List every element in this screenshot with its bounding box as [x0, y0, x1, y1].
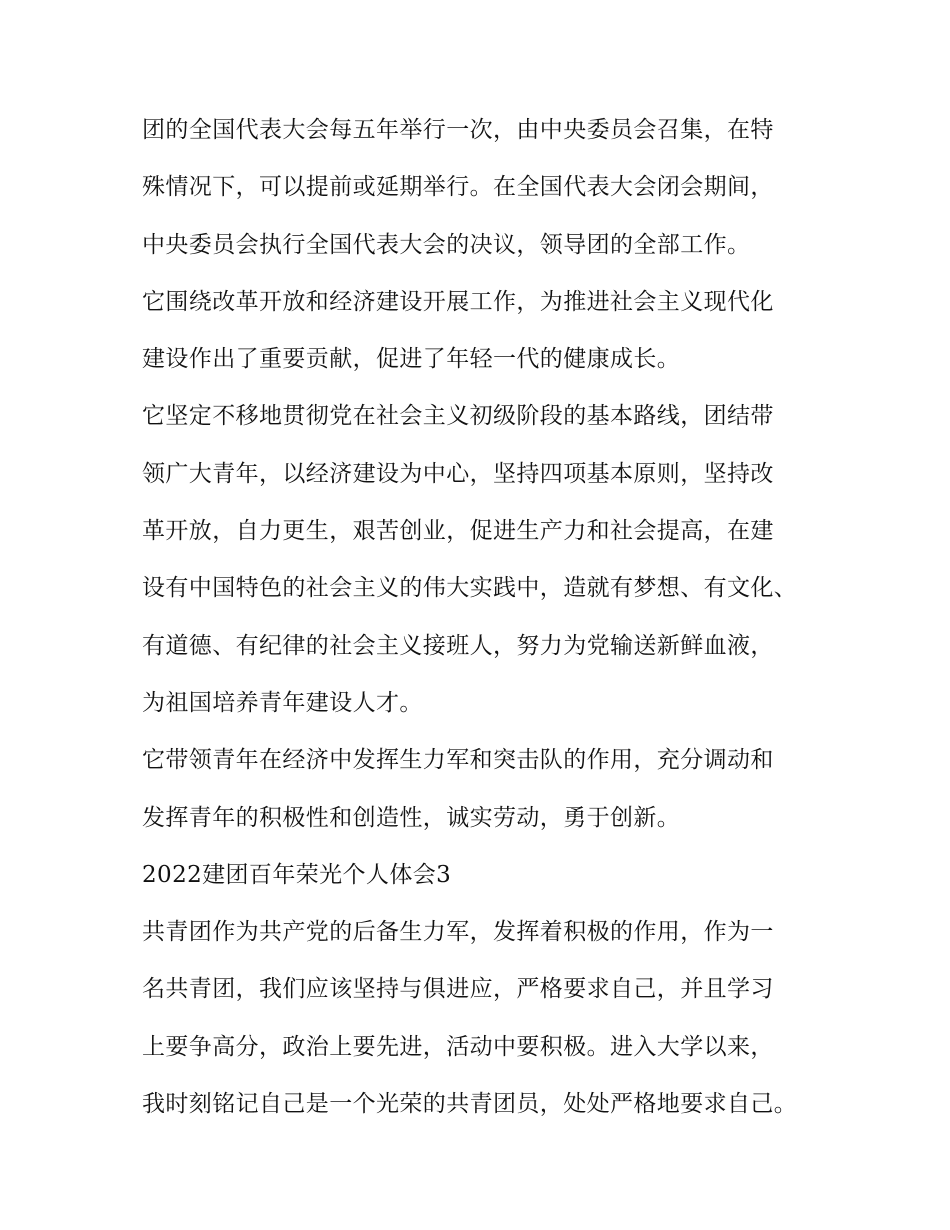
text-line: 我时刻铭记自己是一个光荣的共青团员，处处严格地要求自己。	[142, 1091, 798, 1118]
text-line: 它围绕改革开放和经济建设开展工作，为推进社会主义现代化	[142, 288, 774, 315]
text-line: 它带领青年在经济中发挥生力军和突击队的作用，充分调动和	[142, 747, 774, 774]
text-line: 设有中国特色的社会主义的伟大实践中，造就有梦想、有文化、	[142, 575, 798, 602]
text-line: 上要争高分，政治上要先进，活动中要积极。进入大学以来，	[142, 1033, 774, 1060]
document-body	[142, 108, 842, 1139]
text-line: 团的全国代表大会每五年举行一次，由中央委员会召集，在特	[142, 117, 774, 143]
text-line: 革开放，自力更生，艰苦创业，促进生产力和社会提高，在建	[142, 518, 774, 545]
text-line: 殊情况下，可以提前或延期举行。在全国代表大会闭会期间，	[142, 174, 774, 201]
text-line: 有道德、有纪律的社会主义接班人，努力为党输送新鲜血液，	[142, 632, 774, 659]
text-line: 名共青团，我们应该坚持与俱进应，严格要求自己，并且学习	[142, 976, 774, 1003]
text-line: 它坚定不移地贯彻党在社会主义初级阶段的基本路线，团结带	[142, 403, 774, 430]
text-line: 领广大青年，以经济建设为中心，坚持四项基本原则，坚持改	[142, 460, 774, 487]
text-line: 共青团作为共产党的后备生力军，发挥着积极的作用，作为一	[142, 919, 774, 946]
text-line: 建设作出了重要贡献，促进了年轻一代的健康成长。	[142, 346, 681, 373]
text-line: 中央委员会执行全国代表大会的决议，领导团的全部工作。	[142, 231, 751, 258]
section-heading: 2022建团百年荣光个人体会3	[142, 861, 452, 888]
text-line: 为祖国培养青年建设人才。	[142, 689, 423, 716]
text-line: 发挥青年的积极性和创造性，诚实劳动，勇于创新。	[142, 804, 681, 831]
